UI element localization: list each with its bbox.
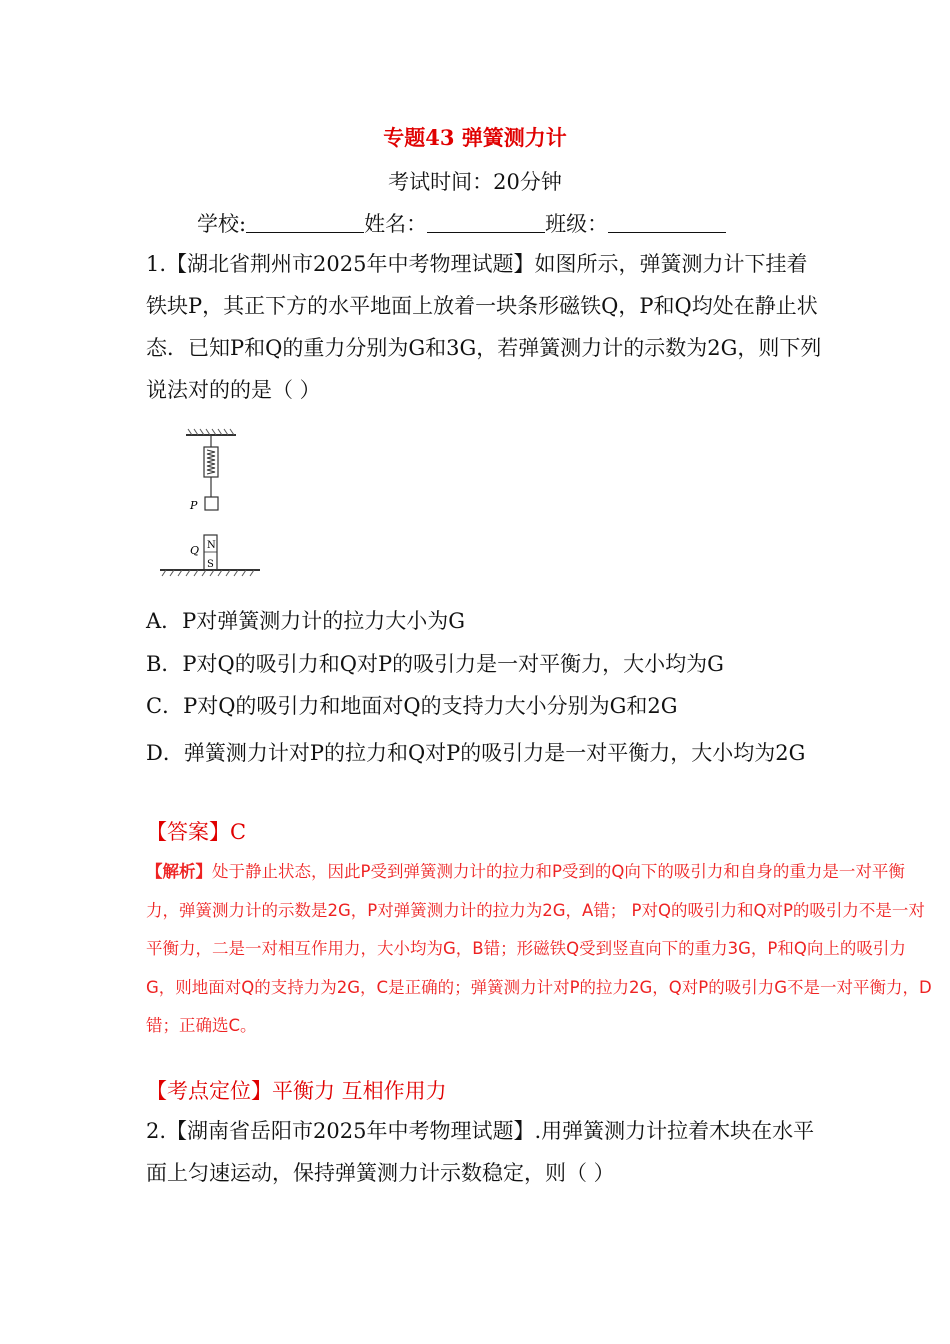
name-blank: [427, 212, 545, 233]
label-q: Q: [190, 544, 200, 557]
option-a: A．P对弹簧测力计的拉力大小为G: [146, 609, 466, 633]
analysis-body: 处于静止状态，因此P受到弹簧测力计的拉力和P受到的Q向下的吸引力和自身的重力是一对平衡力，弹簧测力计的示数是2G，P对弹簧测力计的拉力为2G，A错； P对Q的吸引力和Q对P的吸引力不是一对平衡力，二是一对相互作用力，大小均为G，B错；形磁铁Q受到竖直向下的重力3G，P和Q向上的吸引力G，则地面对Q的支持力为2G，C是正确的；弹簧测力计对P的拉力2G，Q对P的吸引力G不是一对平衡力，D错；正确选C。: [146, 862, 932, 1035]
answer: 【答案】C: [146, 820, 247, 844]
student-info-line: [197, 208, 726, 238]
class-label: 班级：: [545, 212, 609, 236]
analysis: [146, 853, 932, 1046]
option-c: C．P对Q的吸引力和地面对Q的支持力大小分别为G和2G: [146, 694, 678, 718]
topic-tag: 【考点定位】平衡力 互相作用力: [146, 1079, 447, 1103]
class-blank: [608, 212, 726, 233]
school-blank: [246, 212, 364, 233]
exam-time: 考试时间：20分钟: [388, 170, 562, 194]
label-n: N: [207, 540, 216, 551]
name-label: 姓名：: [364, 212, 428, 236]
page-title: 专题43 弹簧测力计: [383, 125, 567, 150]
label-p: P: [190, 499, 198, 512]
label-s: S: [207, 559, 214, 570]
question-2-text: 2.【湖南省岳阳市2025年中考物理试题】.用弹簧测力计拉着木块在水平面上匀速运动，保持弹簧测力计示数稳定，则（ ）: [146, 1119, 815, 1185]
spring-scale-figure: [150, 425, 265, 590]
question-1-text: 1.【湖北省荆州市2025年中考物理试题】如图所示，弹簧测力计下挂着铁块P，其正下方的水平地面上放着一块条形磁铁Q，P和Q均处在静止状态．已知P和Q的重力分别为G和3G，若弹簧测力计的示数为2G，则下列说法对的的是（ ）: [146, 252, 822, 402]
analysis-heading: 【解析】: [146, 862, 212, 881]
school-label: 学校:: [197, 212, 247, 236]
option-b: B．P对Q的吸引力和Q对P的吸引力是一对平衡力，大小均为G: [146, 652, 724, 676]
option-d: D．弹簧测力计对P的拉力和Q对P的吸引力是一对平衡力，大小均为2G: [146, 741, 806, 765]
